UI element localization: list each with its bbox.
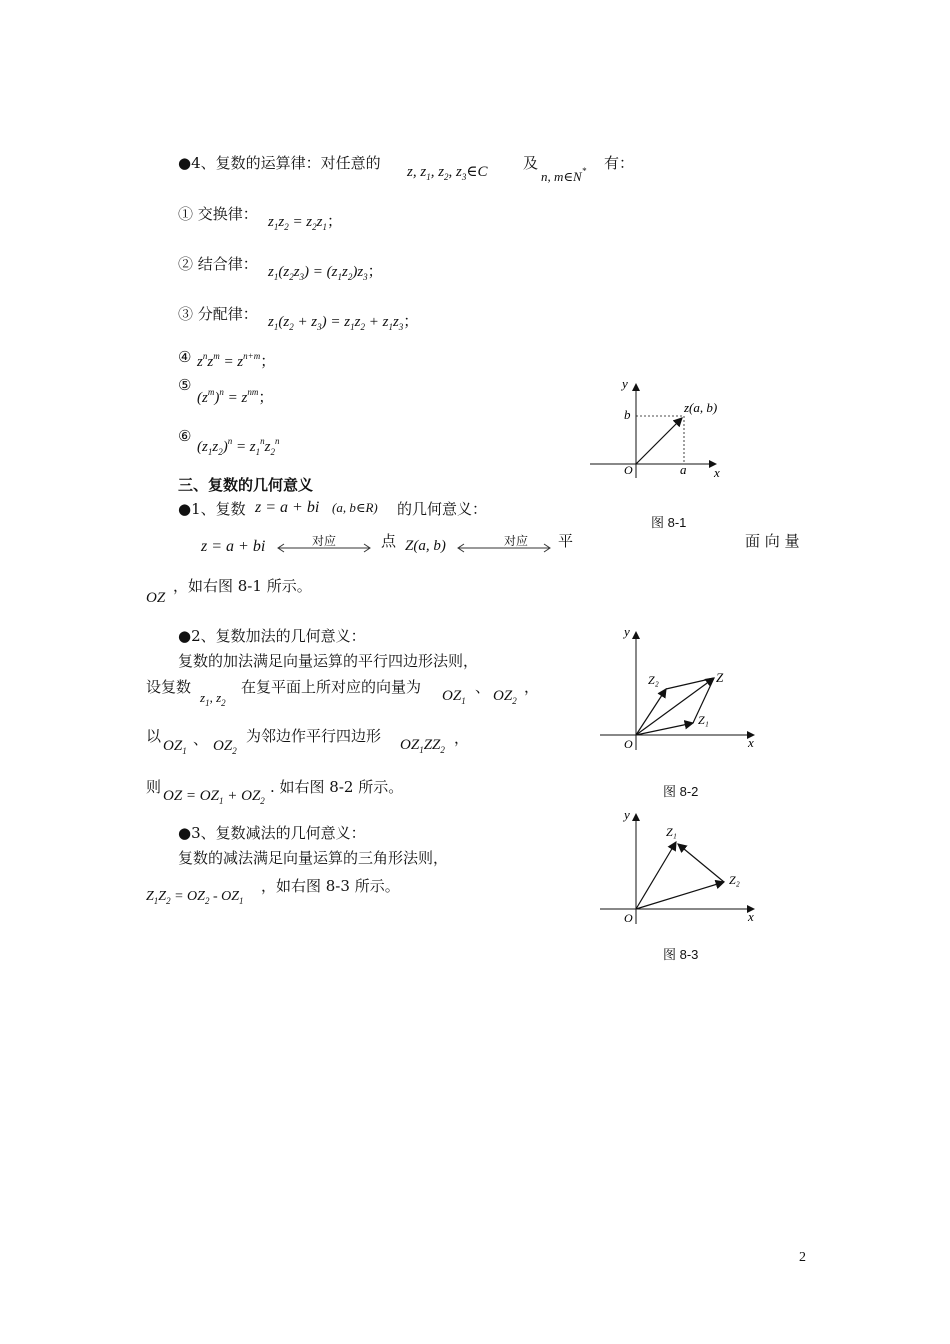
vector-z2z1 [678, 844, 724, 882]
fig3-z2: Z₂ [729, 873, 740, 887]
geo1-formula: z = a + bi [255, 499, 320, 516]
geo2-oz2: $OZ_2$ [493, 688, 517, 706]
law-label-2: ② 结合律： [178, 255, 258, 273]
fig1-a: a [680, 462, 687, 477]
fig3-x: x [748, 909, 754, 924]
vector-oz [636, 418, 682, 464]
geo1-point: Z(a, b) [405, 538, 446, 554]
fig2-z2: Z₂ [648, 673, 659, 687]
law-formula-5: $(z^m)^n = z^{nm}$； [197, 387, 274, 406]
law-label-6: ⑥ [178, 427, 192, 445]
geo2-z12: $z_1$, $z_2$ [200, 690, 226, 708]
vector-oz2 [636, 689, 666, 735]
section4-nm: n, m∈N* [541, 166, 587, 184]
double-arrow-icon [276, 542, 372, 554]
geo2-line1: 复数的加法满足向量运算的平行四边形法则， [178, 652, 479, 670]
fig1-z: z(a, b) [684, 400, 718, 415]
figure-8-2 [596, 620, 766, 754]
geo2-side: 为邻边作平行四边形 [246, 727, 382, 745]
geo2-ze: 则 [146, 778, 162, 796]
fig2-x: x [748, 735, 754, 750]
fig1-x: x [714, 465, 720, 480]
section4-have: 有： [604, 154, 635, 172]
geo1-oz: OZ [146, 590, 166, 606]
law-formula-6: $(z_1z_2)^n = z_1^nz_2^n$ [197, 436, 280, 457]
correspond-label-1: 对应 [312, 534, 337, 548]
section4-and: 及 [523, 154, 539, 172]
law-formula-4: $z^nz^m = z^{n+m}$； [197, 351, 276, 370]
geo3-ref: ，如右图 8-3 所示。 [261, 877, 400, 895]
law-label-3: ③ 分配律： [178, 305, 258, 323]
geo2-set: 设复数 [146, 678, 192, 696]
fig3-o: O [624, 911, 633, 925]
fig3-z1: Z₁ [666, 825, 677, 839]
law-formula-2: $z_1(z_2z_3) = (z_1z_2)z_3$； [268, 264, 383, 282]
geo3-line1: 复数的减法满足向量运算的三角形法则， [178, 849, 449, 867]
correspond-arrow-2 [456, 530, 552, 556]
double-arrow-icon [456, 542, 552, 554]
geo2-mid: 在复平面上所对应的向量为 [241, 678, 422, 696]
figure-caption-8-1: 图 8-1 [651, 515, 687, 530]
fig2-z: Z [716, 670, 724, 685]
figure-8-3 [596, 806, 766, 930]
law-label-1: ① 交换律： [178, 205, 258, 223]
law-label-5: ⑤ [178, 376, 192, 394]
geo2-eq: OZ = $OZ_1 + OZ_2$ [163, 788, 265, 806]
geo3-bullet: ●3、复数减法的几何意义： [178, 824, 366, 842]
fig2-z1: Z₁ [698, 713, 709, 727]
figure-caption-8-2: 图 8-2 [663, 784, 699, 799]
geo2-comma-b: ， [454, 729, 470, 747]
geo2-comma: ， [524, 678, 540, 696]
geo2-sep: 、 [475, 678, 491, 696]
fig3-y: y [624, 807, 630, 822]
geo2-para: $OZ_1ZZ_2$ [400, 737, 445, 755]
geo2-oz1-b: $OZ_1$ [163, 738, 187, 756]
figure-8-1 [586, 374, 726, 486]
fig2-y: y [624, 624, 630, 639]
law-formula-3: $z_1(z_2 + z_3) = z_1z_2 + z_1z_3$； [268, 314, 419, 332]
section4-vars: z, $z_1$, $z_2$, $z_3\in C$ [407, 164, 488, 182]
geo2-yi: 以 [146, 727, 162, 745]
law-label-4: ④ [178, 348, 192, 366]
geo1-bullet: ●1、复数 [178, 500, 246, 518]
fig1-y: y [622, 376, 628, 391]
section4-heading [178, 152, 381, 173]
geo1-mian: 面 向 量 [745, 532, 800, 550]
fig1-o: O [624, 463, 633, 477]
correspond-label-2: 对应 [504, 534, 529, 548]
law-formula-1: $z_1z_2 = z_2z_1$； [268, 214, 343, 232]
geo1-point-label: 点 [381, 532, 397, 550]
geo2-bullet: ●2、复数加法的几何意义： [178, 627, 366, 645]
correspond-arrow-1 [276, 530, 372, 556]
section4-bullet: ●4、复数的运算律：对任意的 [178, 154, 381, 172]
geo2-ref: . 如右图 8-2 所示。 [270, 778, 404, 796]
geo1-ping: 平 [558, 532, 574, 550]
figure-caption-8-3: 图 8-3 [663, 947, 699, 962]
geo3-eq: $Z_1Z_2 = OZ_2 - OZ_1$ [146, 889, 244, 906]
geo2-sep-b: 、 [193, 730, 209, 748]
fig1-b: b [624, 407, 631, 422]
geo1-cond: (a, b∈R) [332, 500, 378, 515]
page-number: 2 [799, 1250, 806, 1265]
fig2-o: O [624, 737, 633, 751]
geo1-row-z: z = a + bi [201, 538, 266, 555]
geo1-tail: 的几何意义： [397, 500, 488, 518]
geo1-ref: ，如右图 8-1 所示。 [173, 577, 312, 595]
geo2-oz2-b: $OZ_2$ [213, 738, 237, 756]
geo2-oz1: $OZ_1$ [442, 688, 466, 706]
section-title: 三、复数的几何意义 [178, 476, 314, 494]
